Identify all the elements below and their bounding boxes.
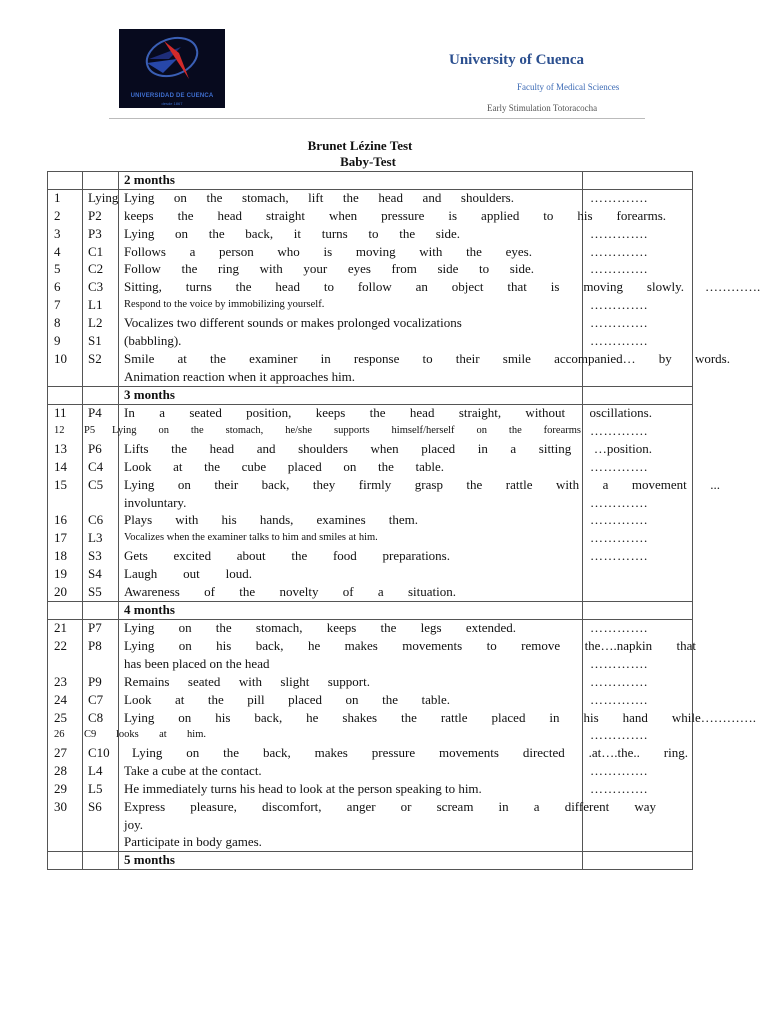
item-text bbox=[124, 207, 666, 225]
item-number: 6 bbox=[54, 279, 61, 294]
item-text-content: Lifts the head and shoulders when placed in a sitting …position. bbox=[124, 441, 652, 456]
item-text bbox=[124, 225, 460, 243]
item-number: 1 bbox=[54, 190, 61, 205]
score-dots: …………. bbox=[590, 261, 648, 276]
table-row bbox=[0, 798, 768, 816]
item-text-content: Lying on the stomach, keeps the legs extended. bbox=[124, 620, 516, 635]
item-number: 3 bbox=[54, 226, 61, 241]
score-dots: …………. bbox=[590, 190, 648, 205]
item-text: Vocalizes two different sounds or makes prolonged vocalizations bbox=[124, 315, 462, 330]
table-row bbox=[0, 726, 768, 744]
program-name: Early Stimulation Totoracocha bbox=[487, 103, 598, 113]
table-row bbox=[0, 583, 768, 601]
table-row bbox=[0, 762, 768, 780]
item-code: C9 bbox=[84, 729, 97, 740]
item-code: P4 bbox=[88, 405, 102, 420]
item-number: 7 bbox=[54, 297, 61, 312]
table-row bbox=[0, 189, 768, 207]
score-dots: …………. bbox=[590, 530, 648, 545]
item-text-content: looks at him. bbox=[116, 729, 206, 740]
score-dots: …………. bbox=[590, 495, 648, 510]
item-text-content: Sitting, turns the head to follow an object that is moving slowly. bbox=[124, 279, 684, 294]
table-row bbox=[0, 691, 768, 709]
item-text bbox=[124, 404, 652, 422]
section-5-months: 5 months bbox=[124, 852, 175, 867]
item-text bbox=[124, 476, 720, 494]
item-number: 20 bbox=[54, 584, 67, 599]
item-code: L4 bbox=[88, 763, 103, 778]
table-row bbox=[0, 547, 768, 565]
score-dots: …………. bbox=[590, 763, 648, 778]
item-code: C6 bbox=[88, 512, 104, 527]
item-number: 4 bbox=[54, 244, 61, 259]
item-code: C5 bbox=[88, 477, 104, 492]
header-divider bbox=[109, 118, 645, 119]
item-number: 16 bbox=[54, 512, 67, 527]
item-text bbox=[124, 583, 456, 601]
score-dots: …………. bbox=[590, 727, 648, 742]
table-row bbox=[0, 422, 768, 440]
score-dots: …………. bbox=[590, 297, 648, 312]
table-row bbox=[0, 350, 768, 368]
item-text bbox=[124, 458, 444, 476]
item-text-content: Express pleasure, discomfort, anger or scream in a different way bbox=[124, 799, 656, 814]
item-text: Vocalizes when the examiner talks to him and smiles at him. bbox=[124, 532, 378, 543]
item-code: S5 bbox=[88, 584, 102, 599]
item-text-content: Lying on his back, he makes movements to remove the….napkin that bbox=[124, 638, 696, 653]
item-text: Respond to the voice by immobilizing yourself. bbox=[124, 299, 325, 310]
item-text bbox=[124, 511, 418, 529]
item-code: P7 bbox=[88, 620, 102, 635]
item-code: S3 bbox=[88, 548, 102, 563]
item-code: C2 bbox=[88, 261, 104, 276]
item-number: 18 bbox=[54, 548, 67, 563]
item-text bbox=[124, 350, 730, 368]
item-text-continuation: involuntary. bbox=[124, 495, 187, 510]
item-code: P8 bbox=[88, 638, 102, 653]
score-dots: …………. bbox=[590, 459, 648, 474]
score-dots: …………. bbox=[705, 279, 761, 294]
table-row bbox=[0, 780, 768, 798]
item-text-content: Lying on the back, it turns to the side. bbox=[124, 226, 460, 241]
item-number: 2 bbox=[54, 208, 61, 223]
item-number: 26 bbox=[54, 729, 65, 740]
item-code: L5 bbox=[88, 781, 103, 796]
item-text-continuation: Participate in body games. bbox=[124, 834, 262, 849]
score-dots: …………. bbox=[590, 548, 648, 563]
item-number: 27 bbox=[54, 745, 67, 760]
score-dots: …………. bbox=[590, 781, 648, 796]
item-number: 22 bbox=[54, 638, 67, 653]
table-row bbox=[0, 278, 768, 296]
item-text-content: Follows a person who is moving with the eyes. bbox=[124, 244, 532, 259]
item-number: 19 bbox=[54, 566, 67, 581]
table-row bbox=[0, 744, 768, 762]
document-title: Brunet Lézine Test bbox=[307, 138, 413, 153]
item-text-content: Lying on their back, they firmly grasp the rattle with a movement ... bbox=[124, 477, 720, 492]
table-row bbox=[0, 296, 768, 314]
score-dots: …………. bbox=[590, 512, 648, 527]
item-number: 12 bbox=[54, 425, 65, 436]
item-code: C1 bbox=[88, 244, 104, 259]
item-number: 9 bbox=[54, 333, 61, 348]
score-dots: …………. bbox=[590, 692, 648, 707]
table-row bbox=[0, 404, 768, 422]
item-text-content: Smile at the examiner in response to their smile accompanied… by words. bbox=[124, 351, 730, 366]
table-border-bottom bbox=[47, 869, 693, 870]
item-text bbox=[112, 422, 581, 440]
item-text bbox=[124, 260, 534, 278]
logo-text: UNIVERSIDAD DE CUENCA bbox=[130, 93, 214, 99]
item-text-content: Look at the pill placed on the table. bbox=[124, 692, 450, 707]
item-text-continuation: joy. bbox=[124, 817, 144, 832]
section-3-months: 3 months bbox=[124, 387, 175, 402]
table-row bbox=[0, 511, 768, 529]
item-text-continuation: Animation reaction when it approaches him. bbox=[124, 369, 356, 384]
item-text bbox=[132, 744, 688, 762]
item-text: He immediately turns his head to look at the person speaking to him. bbox=[124, 781, 482, 796]
table-row bbox=[0, 225, 768, 243]
item-text-content: Look at the cube placed on the table. bbox=[124, 459, 444, 474]
logo-emblem-icon bbox=[119, 29, 225, 91]
item-text-content: Lying on the stomach, lift the head and shoulders. bbox=[124, 190, 514, 205]
item-text-content: Lying on the stomach, he/she supports himself/herself on the forearms bbox=[112, 425, 581, 436]
item-text bbox=[124, 565, 252, 583]
item-text bbox=[124, 691, 450, 709]
item-code: S1 bbox=[88, 333, 102, 348]
item-code: P2 bbox=[88, 208, 102, 223]
table-row bbox=[0, 332, 768, 350]
item-code: L3 bbox=[88, 530, 103, 545]
table-row bbox=[0, 458, 768, 476]
item-text-content: Laugh out loud. bbox=[124, 566, 252, 581]
table-row bbox=[0, 476, 768, 494]
score-dots: …………. bbox=[590, 333, 648, 348]
university-name: University of Cuenca bbox=[449, 52, 584, 68]
item-text-continuation: has been placed on the head bbox=[124, 656, 270, 671]
item-text-content: Follow the ring with your eyes from side to side. bbox=[124, 261, 534, 276]
item-number: 23 bbox=[54, 674, 67, 689]
item-number: 28 bbox=[54, 763, 67, 778]
document-subtitle: Baby-Test bbox=[340, 154, 396, 169]
item-code: C3 bbox=[88, 279, 104, 294]
item-text bbox=[124, 243, 532, 261]
item-number: 5 bbox=[54, 261, 61, 276]
item-text bbox=[124, 440, 652, 458]
item-code: L1 bbox=[88, 297, 103, 312]
item-number: 21 bbox=[54, 620, 67, 635]
table-row bbox=[0, 637, 768, 655]
item-text-content: Lying on his back, he shakes the rattle placed in his hand while…………. bbox=[124, 710, 756, 725]
faculty-name: Faculty of Medical Sciences bbox=[517, 82, 620, 92]
table-row bbox=[0, 673, 768, 691]
item-number: 30 bbox=[54, 799, 67, 814]
item-text bbox=[116, 726, 206, 744]
item-code: P6 bbox=[88, 441, 102, 456]
table-row bbox=[0, 619, 768, 637]
item-number: 17 bbox=[54, 530, 67, 545]
item-number: 29 bbox=[54, 781, 67, 796]
item-text: Take a cube at the contact. bbox=[124, 763, 262, 778]
item-text bbox=[124, 619, 516, 637]
section-2-months: 2 months bbox=[124, 172, 175, 187]
table-row bbox=[0, 529, 768, 547]
table-row bbox=[0, 243, 768, 261]
item-number: 24 bbox=[54, 692, 67, 707]
item-number: 14 bbox=[54, 459, 67, 474]
table-row bbox=[0, 709, 768, 727]
logo-subtext: desde 1867 bbox=[161, 101, 183, 106]
score-dots: …………. bbox=[590, 620, 648, 635]
item-code: S2 bbox=[88, 351, 102, 366]
item-text bbox=[124, 673, 370, 691]
table-row bbox=[0, 565, 768, 583]
item-code: C8 bbox=[88, 710, 104, 725]
item-text-content: Awareness of the novelty of a situation. bbox=[124, 584, 456, 599]
item-text bbox=[124, 278, 684, 296]
item-code: C10 bbox=[88, 745, 110, 760]
score-dots: …………. bbox=[590, 674, 648, 689]
university-logo bbox=[119, 29, 225, 108]
item-text-content: Lying on the back, makes pressure movements directed .at….the.. ring. bbox=[132, 745, 688, 760]
item-code: Lying bbox=[88, 190, 119, 205]
table-row bbox=[0, 440, 768, 458]
item-text bbox=[124, 547, 450, 565]
item-number: 15 bbox=[54, 477, 67, 492]
item-text bbox=[124, 189, 514, 207]
item-number: 25 bbox=[54, 710, 67, 725]
item-text bbox=[124, 709, 756, 727]
item-code: C4 bbox=[88, 459, 104, 474]
item-text-content: In a seated position, keeps the head straight, without oscillations. bbox=[124, 405, 652, 420]
item-code: L2 bbox=[88, 315, 103, 330]
score-dots: …………. bbox=[590, 226, 648, 241]
score-dots: …………. bbox=[590, 315, 648, 330]
score-dots: …………. bbox=[590, 423, 648, 438]
item-code: P3 bbox=[88, 226, 102, 241]
item-text-content: keeps the head straight when pressure is applied to his forearms. bbox=[124, 208, 666, 223]
score-dots: …………. bbox=[590, 244, 648, 259]
table-row bbox=[0, 314, 768, 332]
item-number: 11 bbox=[54, 405, 67, 420]
item-code: S4 bbox=[88, 566, 102, 581]
item-code: C7 bbox=[88, 692, 104, 707]
table-row bbox=[0, 207, 768, 225]
item-text bbox=[124, 637, 696, 655]
section-4-months: 4 months bbox=[124, 602, 175, 617]
item-code: P9 bbox=[88, 674, 102, 689]
item-text-content: Gets excited about the food preparations. bbox=[124, 548, 450, 563]
item-text-content: Plays with his hands, examines them. bbox=[124, 512, 418, 527]
item-text: (babbling). bbox=[124, 333, 182, 348]
table-row bbox=[0, 260, 768, 278]
score-dots: …………. bbox=[590, 656, 648, 671]
item-text-content: Remains seated with slight support. bbox=[124, 674, 370, 689]
item-code: S6 bbox=[88, 799, 102, 814]
item-number: 13 bbox=[54, 441, 67, 456]
item-code: P5 bbox=[84, 425, 96, 436]
item-text bbox=[124, 798, 656, 816]
item-number: 10 bbox=[54, 351, 67, 366]
item-number: 8 bbox=[54, 315, 61, 330]
